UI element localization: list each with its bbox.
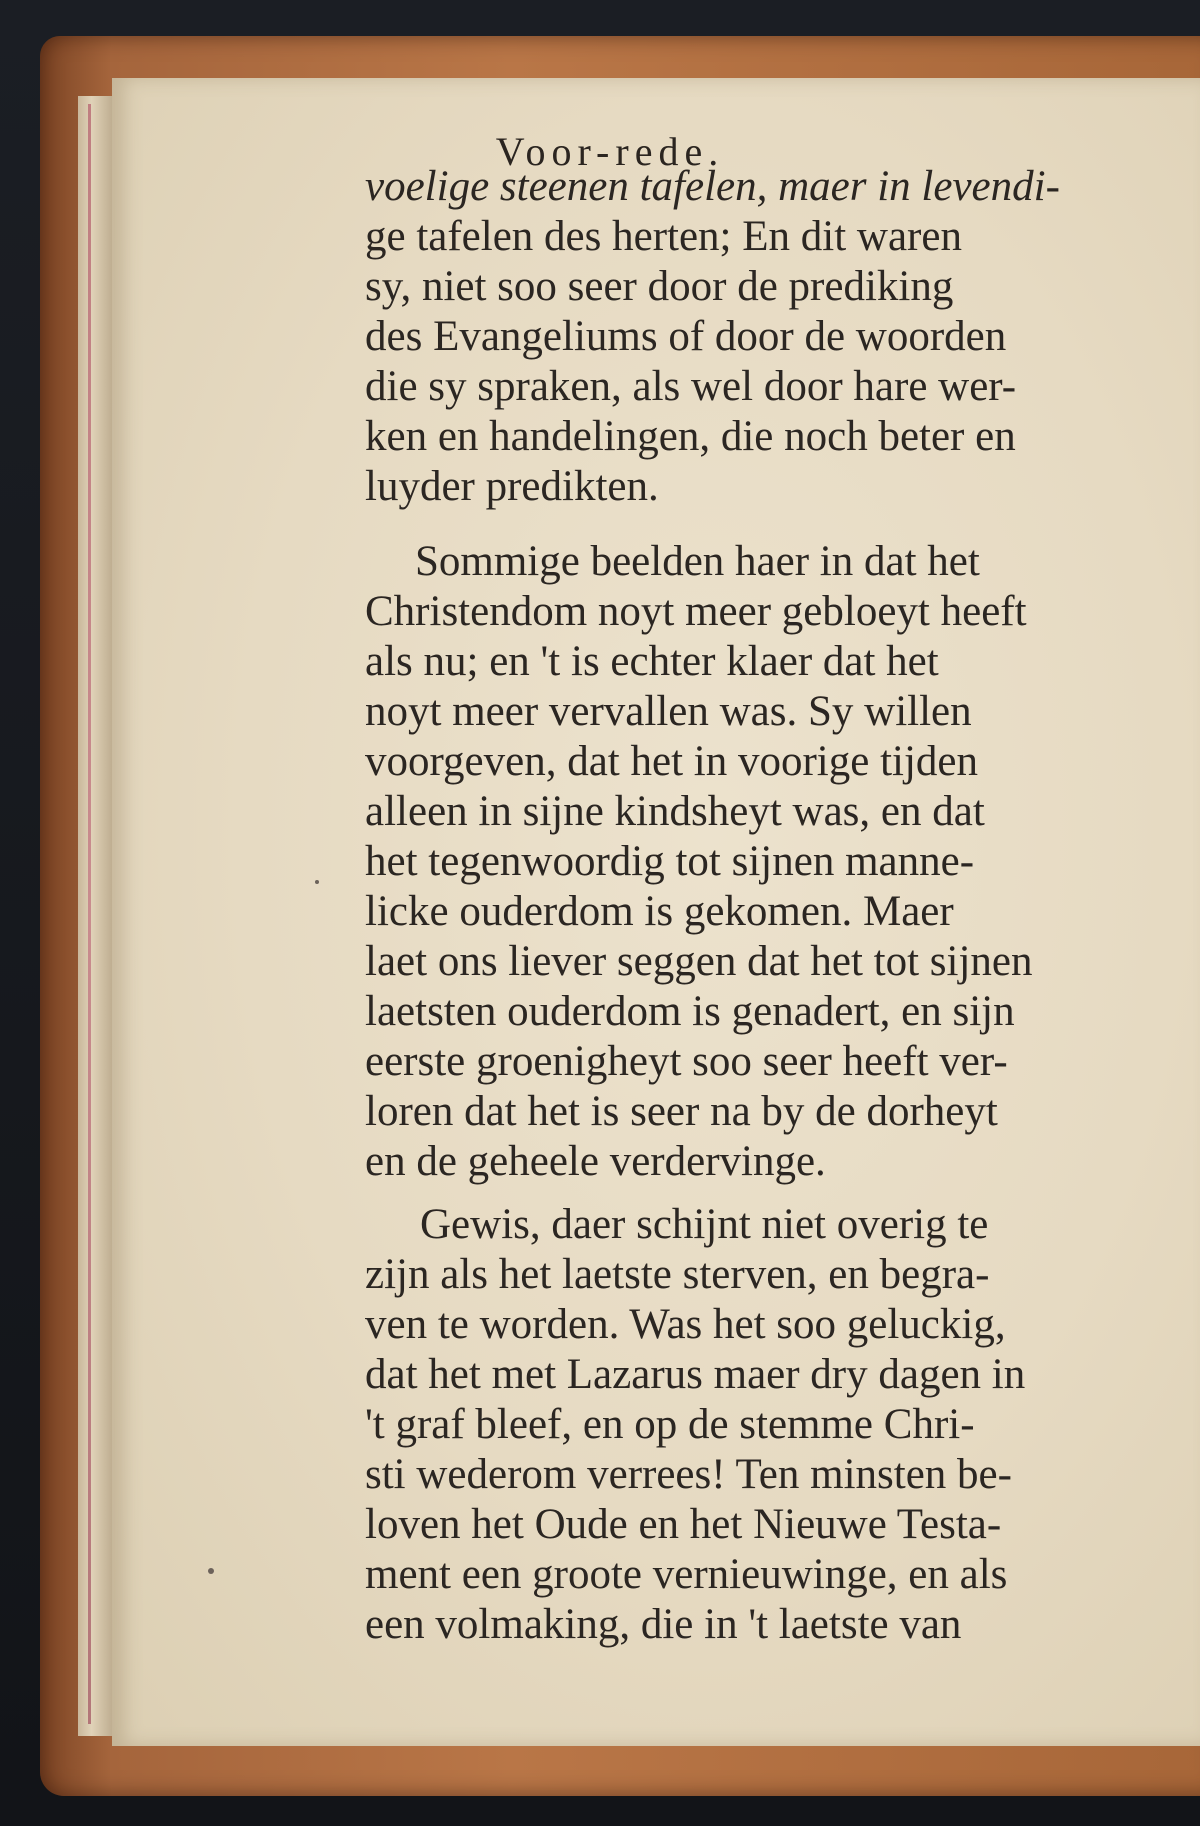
text-line: noyt meer vervallen was. Sy willen — [365, 688, 972, 735]
text-line: 't graf bleef, en op de stemme Chri- — [365, 1401, 975, 1448]
text-line: laetsten ouderdom is genadert, en sijn — [365, 988, 1015, 1035]
text-line: loren dat het is seer na by de dorheyt — [365, 1088, 998, 1135]
text-line: ken en handelingen, die noch beter en — [365, 413, 1016, 460]
running-head: Voor-rede. — [495, 129, 725, 174]
text-line: loven het Oude en het Nieuwe Testa- — [365, 1501, 1002, 1548]
text-line: dat het met Lazarus maer dry dagen in — [365, 1351, 1026, 1398]
text-line: ment een groote vernieuwinge, en als — [365, 1551, 1008, 1598]
text-line: laet ons liever seggen dat het tot sijnen — [365, 938, 1033, 985]
text-line: ven te worden. Was het soo geluckig, — [365, 1301, 1006, 1348]
text-line: Gewis, daer schijnt niet overig te — [420, 1201, 989, 1248]
ink-spot — [208, 1568, 214, 1574]
text-line: die sy spraken, als wel door hare wer- — [365, 363, 1017, 410]
text-line: en de geheele verdervinge. — [365, 1138, 826, 1185]
text-line: voelige steenen tafelen, maer in levendi- — [365, 163, 1060, 210]
text-line: ge tafelen des herten; En dit waren — [365, 213, 962, 260]
text-line: Sommige beelden haer in dat het — [415, 538, 980, 585]
text-line: voorgeven, dat het in voorige tijden — [365, 738, 979, 785]
text-line: sti wederom verrees! Ten minsten be- — [365, 1451, 1012, 1498]
text-line: sy, niet soo seer door de prediking — [365, 263, 954, 310]
ink-spot — [315, 880, 319, 884]
text-line: zijn als het laetste sterven, en begra- — [365, 1251, 990, 1298]
text-line: luyder predikten. — [365, 463, 659, 510]
text-line: Christendom noyt meer gebloeyt heeft — [365, 588, 1027, 635]
text-line: licke ouderdom is gekomen. Maer — [365, 888, 954, 935]
text-line: als nu; en 't is echter klaer dat het — [365, 638, 939, 685]
page-edge-strip — [78, 96, 114, 1736]
text-line: het tegenwoordig tot sijnen manne- — [365, 838, 975, 885]
text-line: alleen in sijne kindsheyt was, en dat — [365, 788, 985, 835]
text-line: eerste groenigheyt soo seer heeft ver- — [365, 1038, 1008, 1085]
text-line: des Evangeliums of door de woorden — [365, 313, 1007, 360]
text-line: een volmaking, die in 't laetste van — [365, 1601, 962, 1648]
